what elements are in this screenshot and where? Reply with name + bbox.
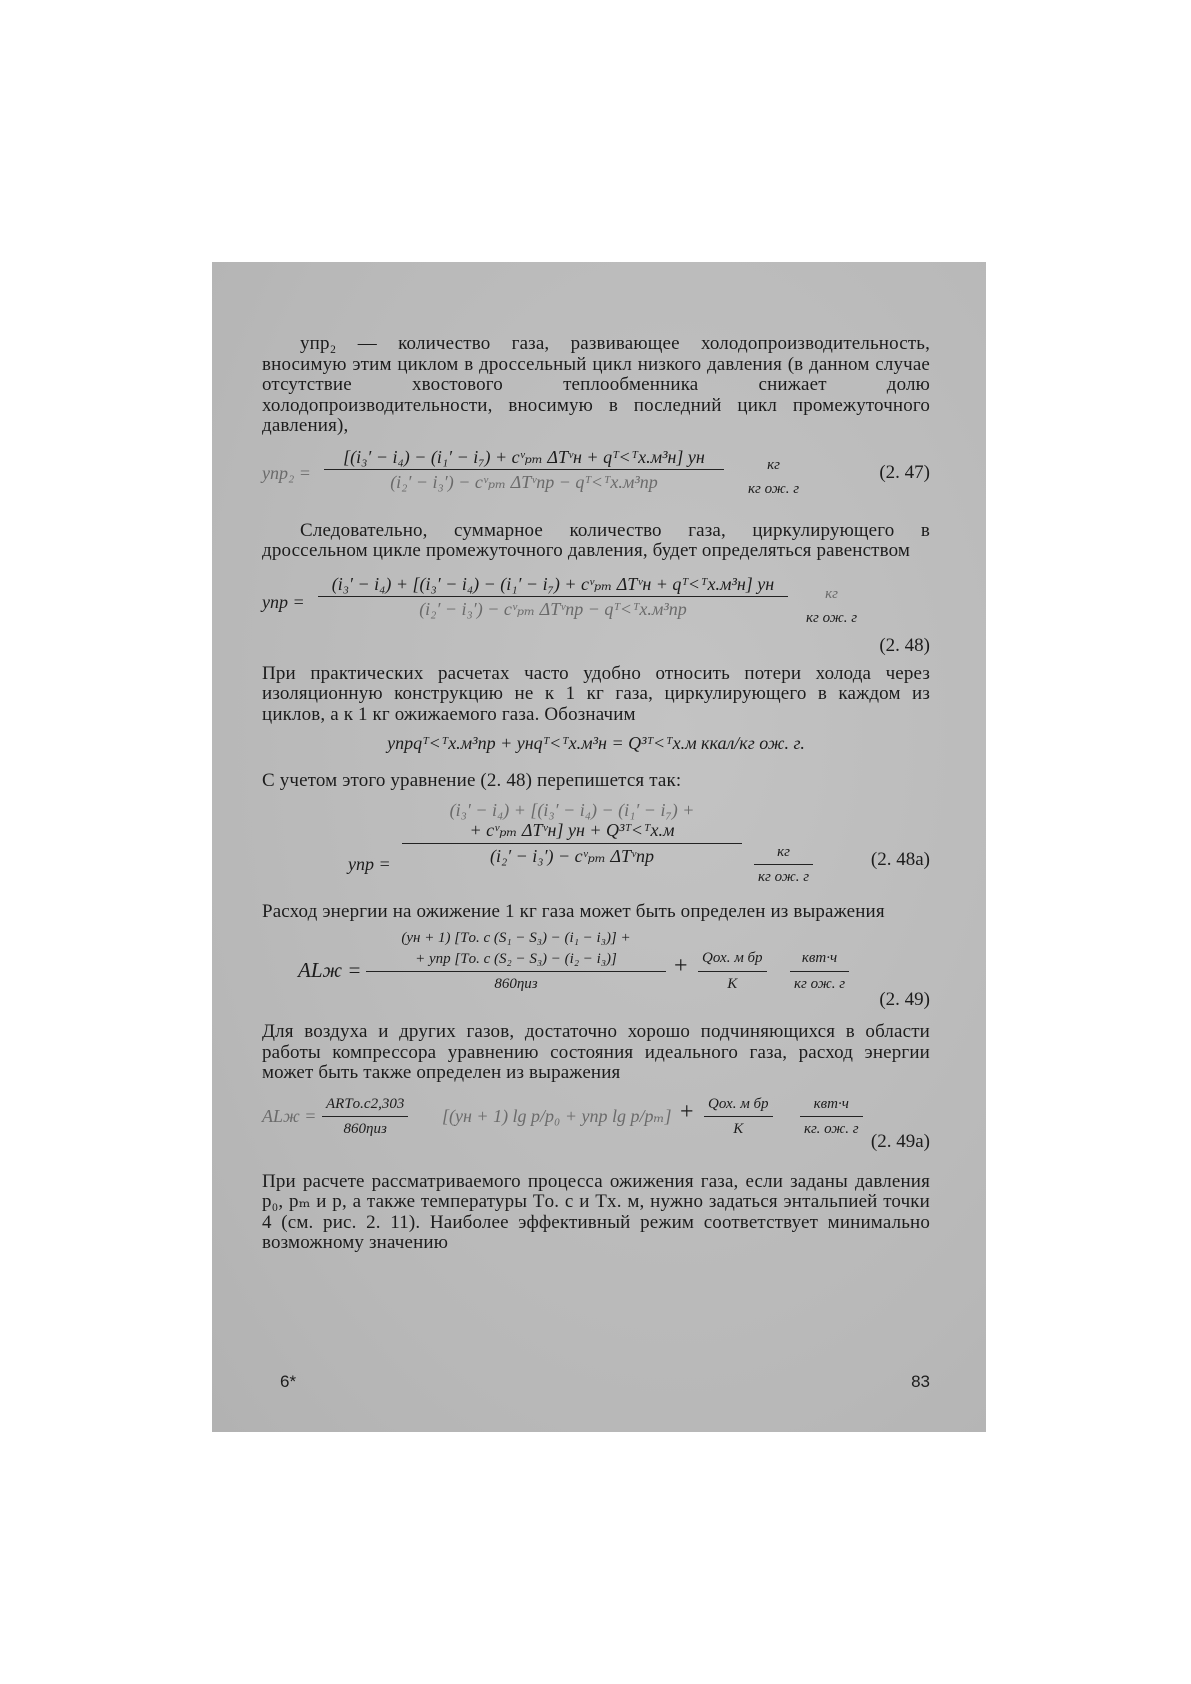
page-number: 83 xyxy=(911,1372,930,1391)
eq-unit-num: квт·ч xyxy=(790,948,849,972)
eq-unit-num: кг xyxy=(754,842,813,866)
eq-unit-num: кг xyxy=(825,585,838,602)
eq-denominator: (i₂′ − i₃′) − cᵛₚₘ ΔTᵛпр − qᵀ˂ᵀх.м³пр xyxy=(390,472,658,492)
eq-unit-den: кг ож. г xyxy=(748,481,800,497)
eq-denominator: 860ηиз xyxy=(494,976,538,992)
paragraph-4: С учетом этого уравнение (2. 48) перепишется так: xyxy=(262,770,682,791)
paragraph-5: Расход энергии на ожижение 1 кг газа может быть определен из выражения xyxy=(262,900,885,922)
equation-2-49a xyxy=(262,1092,930,1162)
eq-fraction xyxy=(402,800,742,867)
eq-unit xyxy=(754,842,813,888)
eq-numerator xyxy=(402,800,742,844)
equation-2-48a xyxy=(262,798,930,890)
eq-numerator-line-1: (i₃′ − i₄) + [(i₃′ − i₄) − (i₁′ − i₇) + xyxy=(449,799,695,820)
equation-number: (2. 49a) xyxy=(870,1130,930,1152)
eq-fraction xyxy=(324,447,724,493)
eq-numerator: [(i₃′ − i₄) − (i₁′ − i₇) + cᵛₚₘ ΔTᵛн + qᵀ˂ᵀх.м³н] yн xyxy=(324,447,724,471)
eq-coef-den: 860ηиз xyxy=(343,1121,387,1137)
eq-numerator: (i₃′ − i₄) + [(i₃′ − i₄) − (i₁′ − i₇) + cᵛₚₘ ΔTᵛн + qᵀ˂ᵀх.м³н] yн xyxy=(318,574,788,598)
paragraph-6: Для воздуха и других газов, достаточно хорошо подчиняющихся в области работы компрессора уравнению состояния идеального газа, расход энергии может быть также определен из выражения xyxy=(262,1021,930,1083)
eq-q-den: K xyxy=(733,1121,744,1137)
equation-2-48 xyxy=(262,570,930,636)
equation-number-2-48: (2. 48) xyxy=(879,634,930,656)
eq-coef-num: ARTо.с2,303 xyxy=(322,1094,408,1118)
eq-unit-num: кг xyxy=(767,456,780,473)
eq-unit xyxy=(744,455,803,500)
eq-q-fraction xyxy=(698,948,767,994)
eq-lhs: yпр = xyxy=(262,591,305,612)
eq-numerator xyxy=(366,928,666,972)
paragraph-3: При практических расчетах часто удобно относить потери холода через изоляционную конструкцию не к 1 кг газа, циркулирующего в каждом из циклов, а к 1 кг ожижаемого газа. Обозначим xyxy=(262,662,930,725)
eq-unit-num: квт·ч xyxy=(800,1094,863,1118)
eq-plus: + xyxy=(674,953,688,979)
eq-denominator: (i₂′ − i₃′) − cᵛₚₘ ΔTᵛпр xyxy=(489,845,655,866)
equation-number: (2. 49) xyxy=(879,989,930,1010)
eq-unit-den: кг ож. г xyxy=(806,610,858,626)
eq-q-num: Qох. м бр xyxy=(704,1094,773,1118)
eq-numerator-line-2: + cᵛₚₘ ΔTᵛн] yн + Q³ᵀ˂ᵀх.м xyxy=(469,820,675,840)
paragraph-1: yпр₂ — количество газа, развивающее холодопроизводительность, вносимую этим циклом в дроссельный цикл низкого давления (в данном случае отсутствие хвостового теплообменника снижает долю холодопроизводительности, вносимую в последний цикл промежуточного давления), xyxy=(262,333,930,436)
eq-lhs: ALж = xyxy=(262,1105,317,1126)
eq-q-num: Qох. м бр xyxy=(698,948,767,972)
eq-q-den: K xyxy=(727,975,738,992)
eq-plus: + xyxy=(680,1098,694,1125)
eq-bracket: [(yн + 1) lg p/p₀ + yпр lg p/pₘ] xyxy=(442,1105,672,1126)
eq-unit xyxy=(790,948,849,994)
eq-lhs: yпр = xyxy=(348,853,391,874)
eq-unit-den: кг ож. г xyxy=(794,975,846,992)
eq-unit-den: кг ож. г xyxy=(758,869,810,885)
equation-definition xyxy=(262,733,930,771)
paragraph-7: При расчете рассматриваемого процесса ожижения газа, если заданы давления p₀, pₘ и p, а также температуры Tо. с и Tх. м, нужно задаться энтальпией точки 4 (см. рис. 2. 11). Наиболее эффективный режим соответствует минимально возможному значению xyxy=(262,1170,930,1253)
equation-2-49 xyxy=(262,926,930,1014)
eq-denominator: (i₂′ − i₃′) − cᵛₚₘ ΔTᵛпр − qᵀ˂ᵀх.м³пр xyxy=(419,599,687,619)
signature-mark: 6* xyxy=(280,1372,297,1391)
eq-lhs: yпр₂ = xyxy=(262,462,311,483)
eq-numerator-line-1: (yн + 1) [Tо. с (S₁ − S₃) − (i₁ − i₃)] + xyxy=(401,930,631,946)
eq-q-fraction xyxy=(704,1094,773,1140)
eq-unit xyxy=(800,1094,863,1140)
page-content xyxy=(262,334,930,1254)
equation-2-47 xyxy=(262,443,930,507)
equation-number: (2. 47) xyxy=(879,461,930,483)
eq-unit xyxy=(802,584,861,629)
eq-fraction xyxy=(366,928,666,995)
eq-fraction xyxy=(318,574,788,620)
equation-number: (2. 48a) xyxy=(870,848,930,870)
eq-unit-den: кг. ож. г xyxy=(804,1121,859,1137)
eq-numerator-line-2: + yпр [Tо. с (S₂ − S₃) − (i₂ − i₃)] xyxy=(415,950,617,967)
paragraph-2: Следовательно, суммарное количество газа, циркулирующего в дроссельном цикле промежуточного давления, будет определяться равенством xyxy=(262,519,930,561)
eq-definition-text: yпрqᵀ˂ᵀх.м³пр + yнqᵀ˂ᵀх.м³н = Q³ᵀ˂ᵀх.м ккал/кг ож. г. xyxy=(387,733,805,753)
eq-coef-fraction xyxy=(322,1094,408,1140)
eq-lhs: ALж = xyxy=(298,958,362,982)
book-page xyxy=(212,262,986,1432)
